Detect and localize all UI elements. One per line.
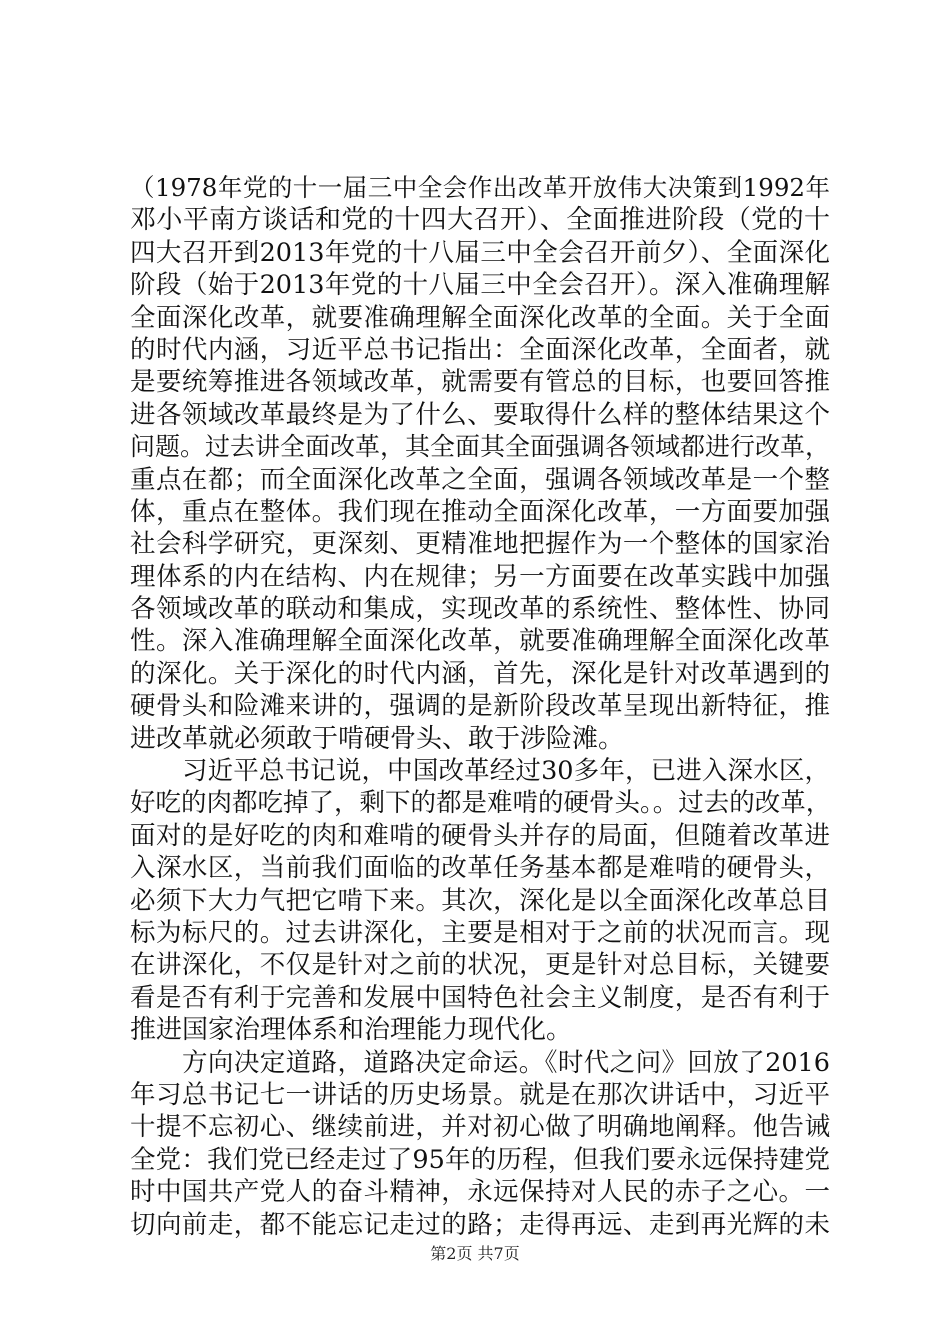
text-line: 标为标尺的。过去讲深化，主要是相对于之前的状况而言。现 <box>130 917 830 948</box>
text-line: 切向前走，都不能忘记走过的路；走得再远、走到再光辉的未 <box>130 1209 830 1240</box>
text-line: 阶段（始于2013年党的十八届三中全会召开）。深入准确理解 <box>130 270 830 301</box>
document-body <box>130 172 830 1241</box>
text-line: 问题。过去讲全面改革，其全面其全面强调各领域都进行改革， <box>130 432 831 462</box>
text-line: 是要统筹推进各领域改革，就需要有管总的目标，也要回答推 <box>130 367 830 398</box>
text-line: 在讲深化，不仅是针对之前的状况，更是针对总目标，关键要 <box>130 950 830 981</box>
text-line: 习近平总书记说，中国改革经过30多年，已进入深水区， <box>182 756 830 787</box>
text-line: 四大召开到2013年党的十八届三中全会召开前夕）、全面深化 <box>130 237 830 268</box>
text-line: 十提不忘初心、继续前进，并对初心做了明确地阐释。他告诫 <box>130 1112 830 1143</box>
page-footer: 第2页 共7页 <box>430 1244 520 1263</box>
text-line: 硬骨头和险滩来讲的，强调的是新阶段改革呈现出新特征，推 <box>130 691 830 722</box>
text-line: 体，重点在整体。我们现在推动全面深化改革，一方面要加强 <box>130 496 830 527</box>
text-line: 性。深入准确理解全面深化改革，就要准确理解全面深化改革 <box>130 626 830 657</box>
text-line: 邓小平南方谈话和党的十四大召开）、全面推进阶段（党的十 <box>130 205 830 236</box>
text-line: 进各领域改革最终是为了什么、要取得什么样的整体结果这个 <box>130 399 830 430</box>
text-line: 年习总书记七一讲话的历史场景。就是在那次讲话中，习近平 <box>130 1079 830 1110</box>
text-line: 看是否有利于完善和发展中国特色社会主义制度，是否有利于 <box>130 982 830 1013</box>
text-line: 的时代内涵，习近平总书记指出：全面深化改革，全面者，就 <box>130 334 830 365</box>
text-line: 各领域改革的联动和集成，实现改革的系统性、整体性、协同 <box>130 594 830 625</box>
text-line: （1978年党的十一届三中全会作出改革开放伟大决策到1992年 <box>130 173 830 202</box>
text-line: 必须下大力气把它啃下来。其次，深化是以全面深化改革总目 <box>130 885 830 916</box>
text-line: 重点在都；而全面深化改革之全面，强调各领域改革是一个整 <box>130 464 830 495</box>
text-line: 进改革就必须敢于啃硬骨头、敢于涉险滩。 <box>130 723 625 754</box>
text-line: 理体系的内在结构、内在规律；另一方面要在改革实践中加强 <box>130 561 830 592</box>
text-line: 社会科学研究，更深刻、更精准地把握作为一个整体的国家治 <box>130 529 830 560</box>
text-line: 全面深化改革，就要准确理解全面深化改革的全面。关于全面 <box>130 302 830 333</box>
text-line: 推进国家治理体系和治理能力现代化。 <box>130 1015 573 1046</box>
text-line: 好吃的肉都吃掉了，剩下的都是难啃的硬骨头。。过去的改革， <box>130 788 832 819</box>
text-line: 全党：我们党已经走过了95年的历程，但我们要永远保持建党 <box>130 1144 830 1175</box>
text-line: 时中国共产党人的奋斗精神，永远保持对人民的赤子之心。一 <box>130 1177 830 1208</box>
text-line: 方向决定道路，道路决定命运。《时代之问》回放了2016 <box>182 1047 830 1078</box>
text-line: 入深水区，当前我们面临的改革任务基本都是难啃的硬骨头， <box>130 853 830 884</box>
text-line: 的深化。关于深化的时代内涵，首先，深化是针对改革遇到的 <box>130 658 830 689</box>
text-line: 面对的是好吃的肉和难啃的硬骨头并存的局面，但随着改革进 <box>130 820 830 851</box>
